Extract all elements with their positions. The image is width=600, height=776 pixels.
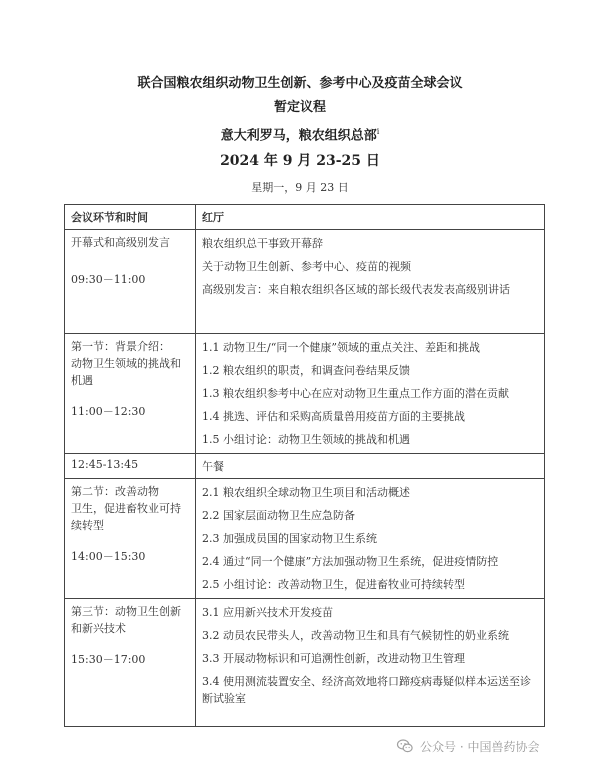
- table-header-row: [65, 205, 545, 230]
- session-title-line: 和新兴技术: [71, 622, 126, 635]
- document-header: [0, 72, 600, 196]
- items-cell: [196, 230, 545, 334]
- items-cell: [196, 479, 545, 599]
- agenda-item: 1.2 粮农组织的职责，和调查问卷结果反馈: [202, 364, 410, 377]
- table-row: [65, 230, 545, 334]
- session-title-line: 第二节：改善动物: [71, 485, 159, 498]
- agenda-item: 3.4 使用测流装置安全、经济高效地将口蹄疫病毒疑似样本运送至诊断试验室: [202, 675, 531, 705]
- wechat-icon: [396, 737, 414, 755]
- agenda-table: [64, 204, 545, 727]
- table-row: [65, 454, 545, 479]
- table-row: [65, 479, 545, 599]
- agenda-item: 1.1 动物卫生/“同一个健康”领域的重点关注、差距和挑战: [202, 341, 480, 354]
- agenda-item: 1.5 小组讨论：动物卫生领域的挑战和机遇: [202, 433, 410, 446]
- session-cell: [65, 599, 196, 727]
- agenda-item: 1.4 挑选、评估和采购高质量兽用疫苗方面的主要挑战: [202, 410, 465, 423]
- agenda-item: 2.5 小组讨论：改善动物卫生，促进畜牧业可持续转型: [202, 578, 465, 591]
- items-cell: [196, 599, 545, 727]
- session-title-line: 机遇: [71, 374, 93, 387]
- session-title-line: 卫生，促进畜牧业可持: [71, 502, 181, 515]
- lunch-item: 午餐: [196, 454, 545, 479]
- session-cell: [65, 230, 196, 334]
- watermark-text: 公众号 · 中国兽药协会: [420, 739, 540, 754]
- day-heading: 星期一，9 月 23 日: [251, 181, 349, 195]
- column-header-room: 红厅: [196, 205, 545, 230]
- session-title: 开幕式和高级别发言: [71, 236, 170, 249]
- session-time: 11:00－12:30: [71, 405, 146, 418]
- document-title: 联合国粮农组织动物卫生创新、参考中心及疫苗全球会议: [137, 76, 463, 91]
- agenda-item: 2.1 粮农组织全球动物卫生项目和活动概述: [202, 486, 410, 499]
- session-time: 14:00－15:30: [71, 550, 146, 563]
- agenda-item: 2.4 通过“同一个健康”方法加强动物卫生系统，促进疫情防控: [202, 555, 499, 568]
- agenda-item: 粮农组织总干事致开幕辞: [202, 237, 323, 250]
- session-title-line: 动物卫生领域的挑战和: [71, 357, 181, 370]
- column-header-session: 会议环节和时间: [65, 205, 196, 230]
- session-cell: [65, 334, 196, 454]
- footnote-mark: i: [376, 127, 380, 136]
- session-title-line: 第一节：背景介绍：: [71, 340, 170, 353]
- items-cell: [196, 334, 545, 454]
- session-time: 15:30－17:00: [71, 653, 146, 666]
- document-subtitle: 暂定议程: [273, 100, 326, 115]
- agenda-item: 3.3 开展动物标识和可追溯性创新，改进动物卫生管理: [202, 652, 465, 665]
- session-title-line: 续转型: [71, 519, 104, 532]
- session-title-line: 第三节：动物卫生创新: [71, 605, 181, 618]
- location-text: 意大利罗马，粮农组织总部: [220, 128, 377, 144]
- table-row: [65, 599, 545, 727]
- session-time: 09:30－11:00: [71, 273, 146, 286]
- agenda-item: 1.3 粮农组织参考中心在应对动物卫生重点工作方面的潜在贡献: [202, 387, 509, 400]
- wechat-watermark: [396, 734, 539, 758]
- agenda-item: 关于动物卫生创新、参考中心、疫苗的视频: [202, 260, 411, 273]
- agenda-item: 3.1 应用新兴技术开发疫苗: [202, 606, 333, 619]
- agenda-item: 2.3 加强成员国的国家动物卫生系统: [202, 532, 377, 545]
- session-time: 12:45-13:45: [65, 454, 196, 479]
- session-cell: [65, 479, 196, 599]
- document-date: 2024 年 9 月 23-25 日: [220, 153, 380, 170]
- agenda-item: 高级别发言：来自粮农组织各区域的部长级代表发表高级别讲话: [202, 283, 510, 296]
- agenda-item: 2.2 国家层面动物卫生应急防备: [202, 509, 355, 522]
- document-location: [0, 120, 600, 148]
- table-row: [65, 334, 545, 454]
- agenda-item: 3.2 动员农民带头人，改善动物卫生和具有气候韧性的奶业系统: [202, 629, 509, 642]
